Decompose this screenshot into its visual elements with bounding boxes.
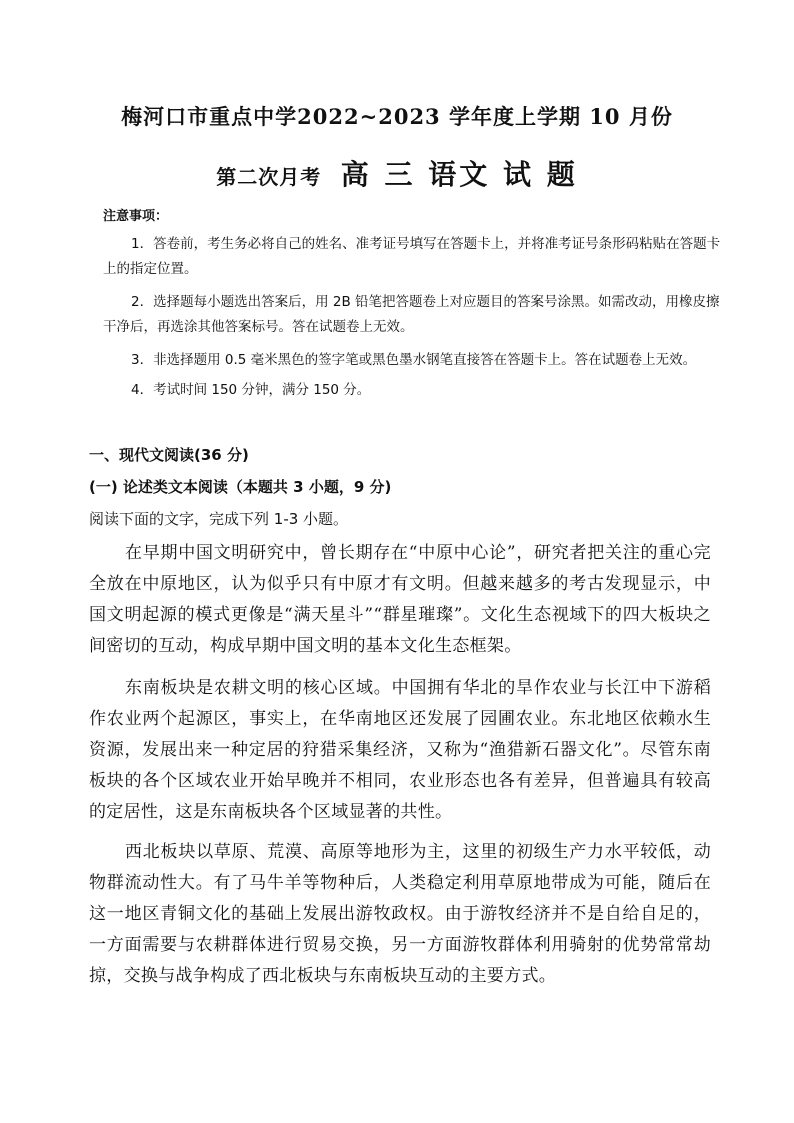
exam-title-lead: 第二次月考 [216,165,322,189]
notice-heading: 注意事项： [103,209,169,224]
exam-title-line1: 梅河口市重点中学2022~2023 学年度上学期 10 月份 [121,104,673,129]
exam-title-line2 [0,153,794,193]
reading-paragraph: 在早期中国文明研究中，曾长期存在“中原中心论”，研究者把关注的重心完全放在中原地区，认为似乎只有中原才有文明。但越来越多的考古发现显示，中国文明起源的模式更像是“满天星斗”“群星璀璨”。文化生态视域下的四大板块之间密切的互动，构成早期中国文明的基本文化生态框架。 [89,543,711,656]
reading-paragraph: 东南板块是农耕文明的核心区域。中国拥有华北的旱作农业与长江中下游稻作农业两个起源区，事实上，在华南地区还发展了园圃农业。东北地区依赖水生资源，发展出来一种定居的狩猎采集经济，又称为“渔猎新石器文化”。尽管东南板块的各个区域农业开始早晚并不相同，农业形态也各有差异，但普遍具有较高的定居性，这是东南板块各个区域显著的共性。 [89,678,711,822]
exam-subject-title: 高 三 语文 试 题 [340,158,578,191]
notice-item: 2．选择题每小题选出答案后，用 2B 铅笔把答题卷上对应题目的答案号涂黑。如需改动，用橡皮擦干净后，再选涂其他答案标号。答在试题卷上无效。 [103,294,720,335]
notice-item: 1．答卷前，考生务必将自己的姓名、准考证号填写在答题卡上，并将准考证号条形码粘贴在答题卡上的指定位置。 [103,236,721,277]
subsection-heading: (一) 论述类文本阅读（本题共 3 小题，9 分) [89,478,392,496]
section-heading: 一、现代文阅读(36 分) [89,446,249,464]
notice-item: 4．考试时间 150 分钟，满分 150 分。 [131,382,371,398]
reading-instruction: 阅读下面的文字，完成下列 1-3 小题。 [89,510,349,528]
notice-item: 3．非选择题用 0.5 毫米黑色的签字笔或黑色墨水钢笔直接答在答题卡上。答在试题卷上无效。 [131,352,697,368]
reading-paragraph: 西北板块以草原、荒漠、高原等地形为主，这里的初级生产力水平较低，动物群流动性大。有了马牛羊等物种后，人类稳定利用草原地带成为可能，随后在这一地区青铜文化的基础上发展出游牧政权。由于游牧经济并不是自给自足的，一方面需要与农耕群体进行贸易交换，另一方面游牧群体利用骑射的优势常常劫掠，交换与战争构成了西北板块与东南板块互动的主要方式。 [89,842,711,986]
